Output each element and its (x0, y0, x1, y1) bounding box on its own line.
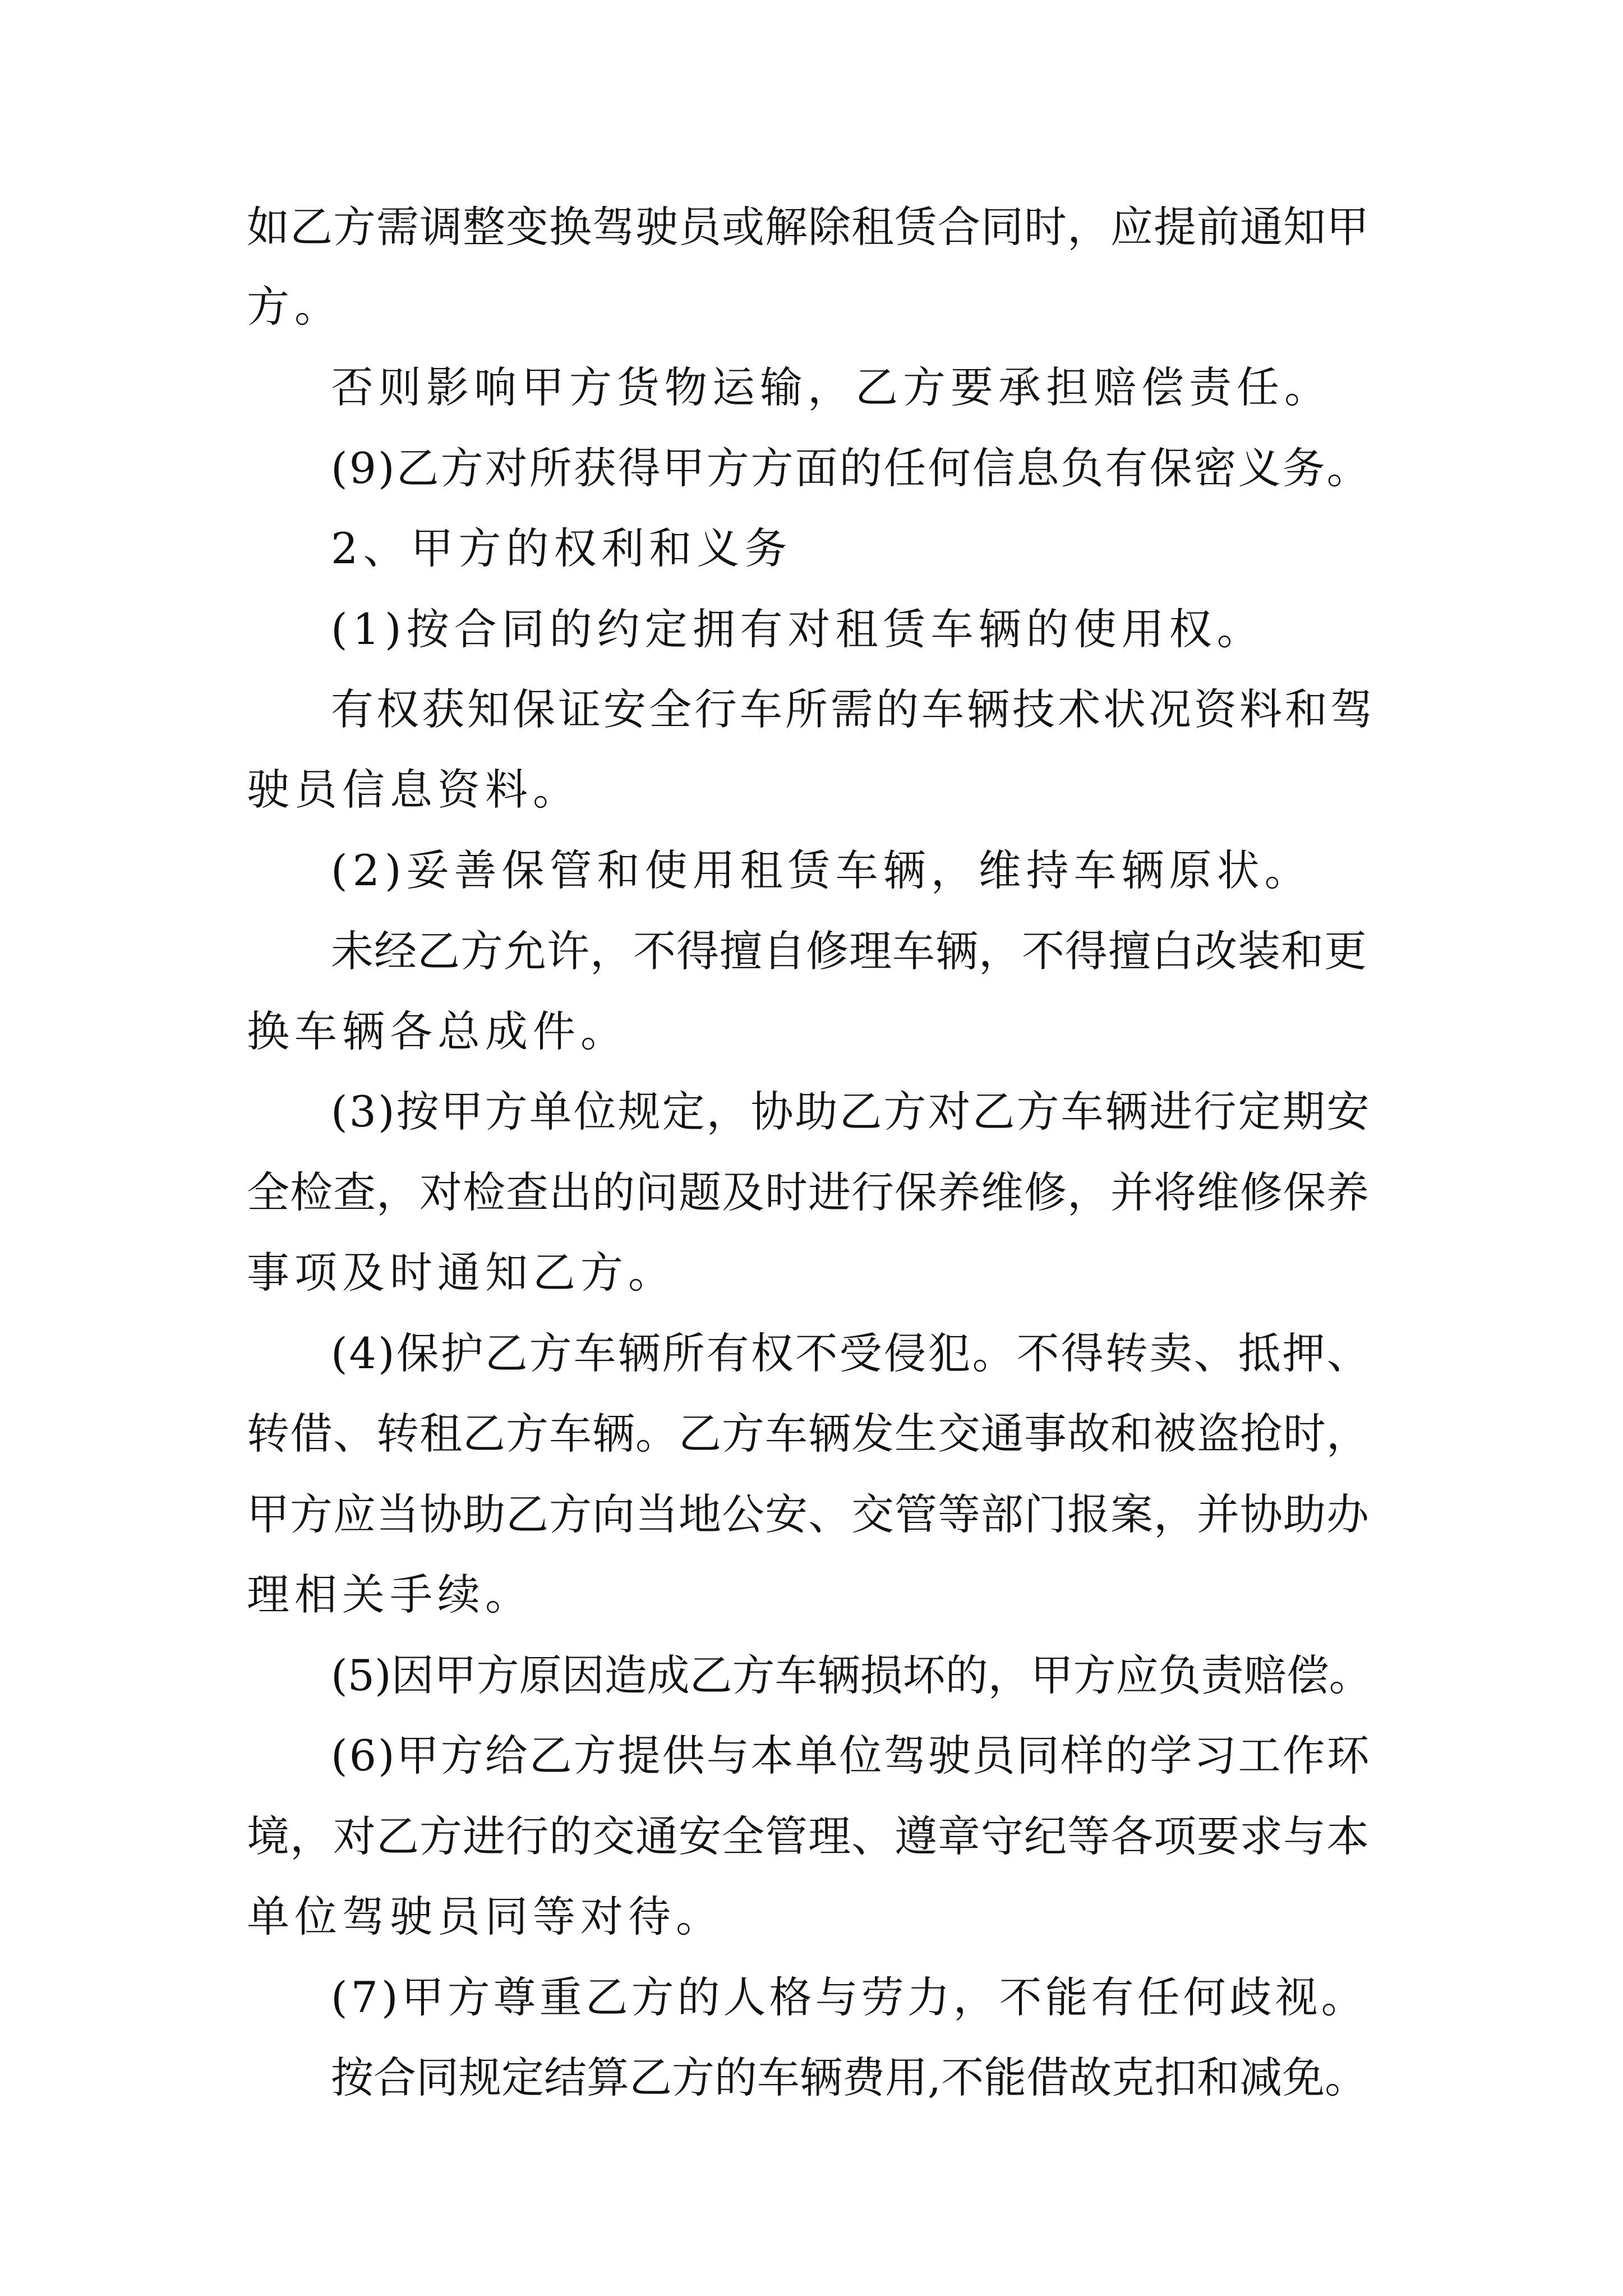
paragraph-line: 甲方应当协助乙方向当地公安、交管等部门报案，并协助办 (247, 1489, 1370, 1539)
paragraph-line: 方。 (247, 282, 342, 332)
paragraph-line: (1)按合同的约定拥有对租赁车辆的使用权。 (331, 604, 1265, 654)
paragraph-line: 否则影响甲方货物运输，乙方要承担赔偿责任。 (331, 362, 1332, 412)
paragraph-line: 如乙方需调整变换驾驶员或解除租赁合同时，应提前通知甲 (247, 202, 1370, 252)
paragraph-line: 按合同规定结算乙方的车辆费用,不能借故克扣和减免。 (331, 2053, 1368, 2102)
paragraph-line: 境，对乙方进行的交通安全管理、遵章守纪等各项要求与本 (247, 1811, 1370, 1861)
paragraph-line: 单位驾驶员同等对待。 (247, 1892, 723, 1941)
paragraph-line: (3)按甲方单位规定，协助乙方对乙方车辆进行定期安 (331, 1087, 1371, 1137)
paragraph-line: 未经乙方允许，不得擅自修理车辆，不得擅白改装和更 (331, 926, 1367, 976)
paragraph-line: 有权获知保证安全行车所需的车辆技术状况资料和驾 (331, 684, 1376, 734)
paragraph-line: 换车辆各总成件。 (247, 1006, 628, 1056)
paragraph-line: (6)甲方给乙方提供与本单位驾驶员同样的学习工作环 (331, 1731, 1371, 1780)
paragraph-line: (7)甲方尊重乙方的人格与劳力，不能有任何歧视。 (331, 1972, 1367, 2022)
paragraph-line: 驶员信息资料。 (247, 765, 580, 815)
paragraph-line: (9)乙方对所获得甲方方面的任何信息负有保密义务。 (331, 443, 1371, 493)
section-heading: 2、甲方的权利和义务 (331, 523, 792, 573)
paragraph-line: 理相关手续。 (247, 1570, 533, 1619)
paragraph-line: (5)因甲方原因造成乙方车辆损坏的，甲方应负责赔偿。 (331, 1650, 1372, 1700)
paragraph-line: 全检查，对检查出的问题及时进行保养维修，并将维修保养 (247, 1167, 1370, 1217)
paragraph-line: 事项及时通知乙方。 (247, 1248, 676, 1297)
paragraph-line: (4)保护乙方车辆所有权不受侵犯。不得转卖、抵押、 (331, 1328, 1371, 1378)
paragraph-line: 转借、转租乙方车辆。乙方车辆发生交通事故和被盗抢时， (247, 1409, 1370, 1458)
paragraph-line: (2)妥善保管和使用租赁车辆，维持车辆原状。 (331, 845, 1312, 895)
